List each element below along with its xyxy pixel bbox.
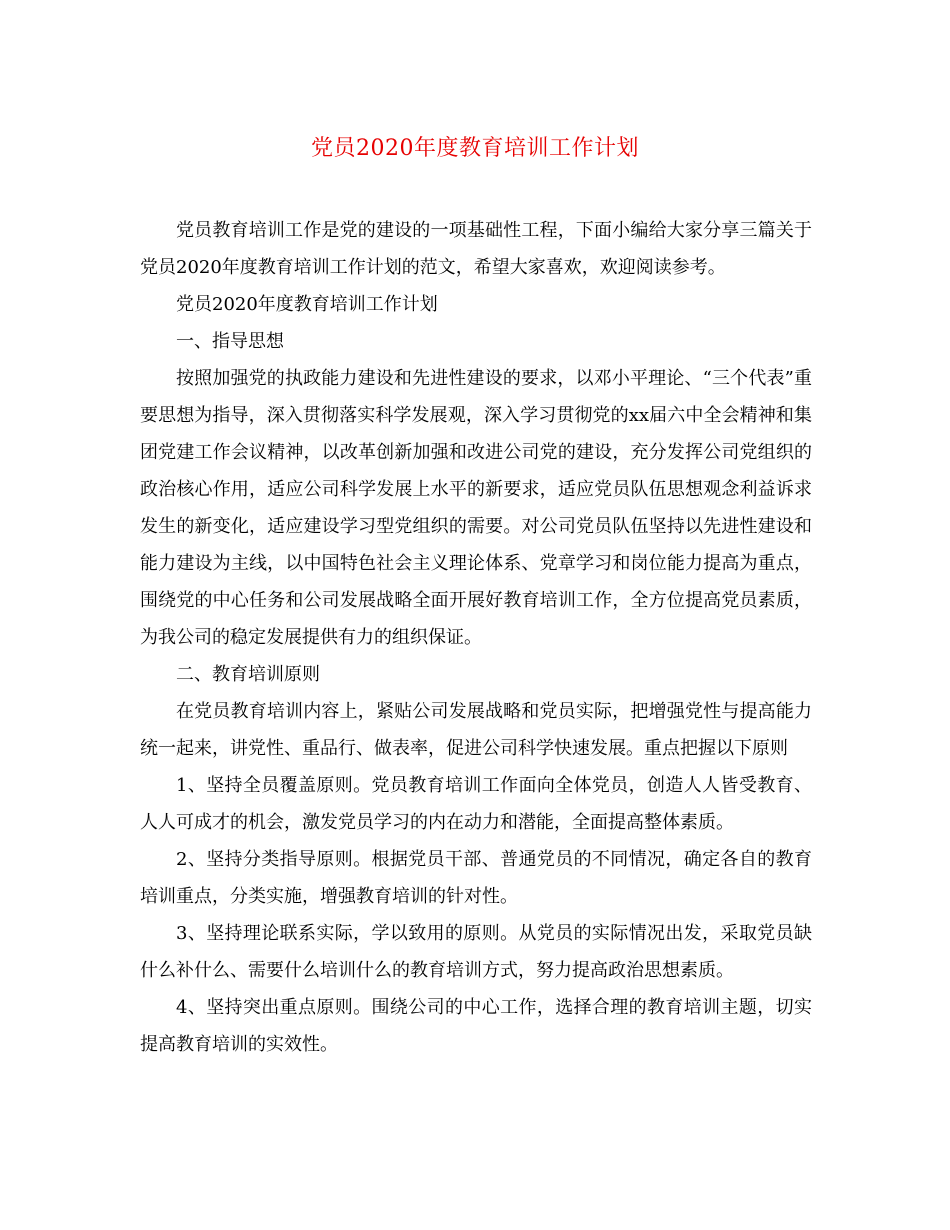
principle-item-2: 2、坚持分类指导原则。根据党员干部、普通党员的不同情况，确定各自的教育培训重点，分类实施，增强教育培训的针对性。 [140,849,812,907]
section-heading-principles: 二、教育培训原则 [176,664,320,685]
section-heading-guiding-thought: 一、指导思想 [176,331,284,352]
document-body [140,212,812,1063]
plan-subtitle: 党员2020年度教育培训工作计划 [176,294,438,315]
guiding-thought-paragraph: 按照加强党的执政能力建设和先进性建设的要求，以邓小平理论、“三个代表”重要思想为指导，深入贯彻落实科学发展观，深入学习贯彻党的xx届六中全会精神和集团党建工作会议精神，以改革创新加强和改进公司党的建设，充分发挥公司党组织的政治核心作用，适应公司科学发展上水平的新要求，适应党员队伍思想观念利益诉求发生的新变化，适应建设学习型党组织的需要。对公司党员队伍坚持以先进性建设和能力建设为主线，以中国特色社会主义理论体系、党章学习和岗位能力提高为重点，围绕党的中心任务和公司发展战略全面开展好教育培训工作，全方位提高党员素质，为我公司的稳定发展提供有力的组织保证。 [140,368,812,648]
principles-intro-paragraph: 在党员教育培训内容上，紧贴公司发展战略和党员实际，把增强党性与提高能力统一起来，讲党性、重品行、做表率，促进公司科学快速发展。重点把握以下原则 [140,701,812,759]
principle-item-4: 4、坚持突出重点原则。围绕公司的中心工作，选择合理的教育培训主题，切实提高教育培训的实效性。 [140,997,812,1055]
intro-paragraph: 党员教育培训工作是党的建设的一项基础性工程，下面小编给大家分享三篇关于党员2020年度教育培训工作计划的范文，希望大家喜欢，欢迎阅读参考。 [140,220,812,278]
principle-item-3: 3、坚持理论联系实际，学以致用的原则。从党员的实际情况出发，采取党员缺什么补什么、需要什么培训什么的教育培训方式，努力提高政治思想素质。 [140,923,812,981]
document-title: 党员2020年度教育培训工作计划 [311,136,639,161]
principle-item-1: 1、坚持全员覆盖原则。党员教育培训工作面向全体党员，创造人人皆受教育、人人可成才的机会，激发党员学习的内在动力和潜能，全面提高整体素质。 [140,775,812,833]
